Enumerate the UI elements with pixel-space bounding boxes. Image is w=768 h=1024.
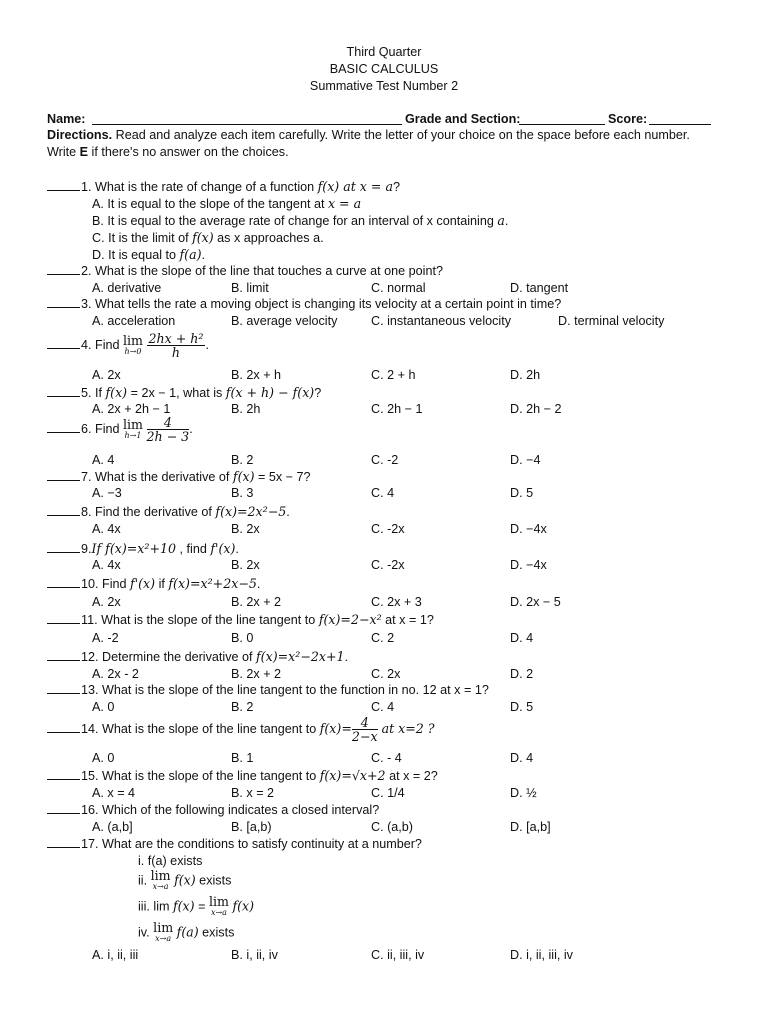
question-15 [47, 768, 438, 783]
answer-blank-5[interactable] [47, 386, 80, 397]
condition-text: = [194, 899, 209, 914]
question-math: f(x)=2−x² [318, 612, 382, 627]
question-end: . [286, 505, 290, 519]
limit-subscript: x→a [210, 908, 227, 917]
q9-choice-a: A. 4x [92, 558, 121, 572]
condition-label: iii. lim [138, 899, 173, 914]
choice-text: D. It is equal to [92, 248, 180, 262]
q5-choice-a: A. 2x + 2h − 1 [92, 402, 171, 416]
header-line-2: BASIC CALCULUS [329, 62, 439, 76]
condition-text: exists [198, 925, 235, 940]
q3-choice-b: B. average velocity [231, 314, 338, 328]
question-text: 6. Find [81, 421, 123, 436]
q14-choice-a: A. 0 [92, 751, 115, 765]
choice-math: x = a [327, 196, 362, 211]
q15-choice-c: C. 1/4 [371, 786, 405, 800]
fraction [352, 716, 378, 743]
q13-choice-b: B. 2 [231, 700, 254, 714]
question-end: . [205, 337, 209, 352]
choice-text: B. It is equal to the average rate of change for an interval of x containing [92, 214, 498, 228]
fraction-denominator: 2−x [351, 729, 378, 744]
q17-condition-iv [138, 922, 234, 944]
question-10 [47, 576, 260, 591]
answer-blank-15[interactable] [47, 769, 80, 780]
answer-blank-17[interactable] [47, 837, 80, 848]
answer-blank-3[interactable] [47, 297, 80, 308]
question-text: 7. What is the derivative of [81, 470, 233, 484]
q5-choice-b: B. 2h [231, 402, 261, 416]
limit-subscript: h→1 [124, 430, 142, 440]
answer-blank-11[interactable] [47, 613, 80, 624]
q4-choice-c: C. 2 + h [371, 368, 416, 382]
q1-choice-a [92, 196, 361, 211]
limit-text: lim [150, 868, 171, 883]
q8-choice-d: D. −4x [510, 522, 547, 536]
answer-blank-13[interactable] [47, 683, 80, 694]
name-field[interactable] [92, 124, 402, 125]
question-end: ? [392, 180, 400, 194]
question-8 [47, 504, 290, 519]
question-14 [47, 716, 435, 743]
answer-blank-1[interactable] [47, 180, 80, 191]
q16-choice-b: B. [a,b) [231, 820, 272, 834]
score-field[interactable] [649, 124, 711, 125]
q17-condition-ii [138, 870, 231, 892]
question-text: 14. What is the slope of the line tangent to [81, 721, 320, 736]
question-text: 12. Determine the derivative of [81, 650, 257, 664]
question-math: f(x) at x = a [317, 179, 393, 194]
question-text: 16. Which of the following indicates a closed interval? [81, 803, 380, 817]
q1-choice-d [92, 247, 205, 262]
q8-choice-a: A. 4x [92, 522, 121, 536]
q4-choice-b: B. 2x + h [231, 368, 282, 382]
limit-expression [151, 870, 171, 892]
question-7 [47, 469, 311, 484]
fraction-numerator: 4 [147, 416, 190, 430]
condition-math: f(x) [232, 898, 255, 914]
question-2 [47, 264, 443, 278]
q11-choice-c: C. 2 [371, 631, 395, 645]
q4-choice-d: D. 2h [510, 368, 541, 382]
answer-blank-2[interactable] [47, 264, 80, 275]
limit-subscript: h→0 [124, 346, 142, 356]
fraction [147, 416, 190, 443]
limit-expression [153, 922, 173, 944]
q6-choice-d: D. −4 [510, 453, 541, 467]
q10-choice-c: C. 2x + 3 [371, 595, 422, 609]
q9-choice-d: D. −4x [510, 558, 547, 572]
limit-text: lim [208, 894, 229, 909]
q17-choice-b: B. i, ii, iv [231, 948, 278, 962]
header-line-3: Summative Test Number 2 [309, 79, 459, 93]
fraction-numerator: 4 [352, 716, 378, 730]
answer-blank-4[interactable] [47, 338, 80, 349]
q15-choice-a: A. x = 4 [92, 786, 136, 800]
q12-choice-d: D. 2 [510, 667, 534, 681]
condition-math: f(x) [174, 872, 196, 888]
question-text: 4. Find [81, 337, 123, 352]
question-text: 9. [81, 542, 92, 556]
answer-blank-7[interactable] [47, 470, 80, 481]
choice-end: . [201, 248, 205, 262]
question-11 [47, 612, 434, 627]
choice-text: A. It is equal to the slope of the tangent at [92, 197, 328, 211]
question-math: f'(x) [210, 541, 236, 556]
question-end: . [344, 650, 349, 664]
question-text: 8. Find the derivative of [81, 505, 216, 519]
question-end: = 5x − 7? [254, 470, 311, 484]
question-13 [47, 683, 489, 697]
question-end: at x=2 ? [377, 720, 435, 736]
directions-label: Directions. [47, 128, 113, 142]
q17-condition-i: i. f(a) exists [138, 854, 203, 868]
q16-choice-d: D. [a,b] [510, 820, 551, 834]
limit-text: lim [123, 332, 143, 348]
condition-label: iv. [138, 925, 154, 940]
choice-math: f(x) [192, 230, 214, 245]
q16-choice-c: C. (a,b) [371, 820, 413, 834]
q3-choice-d: D. terminal velocity [558, 314, 665, 328]
question-16 [47, 803, 379, 817]
choice-end: as x approaches a. [213, 231, 324, 245]
question-text: 17. What are the conditions to satisfy continuity at a number? [81, 837, 422, 851]
question-end: . [235, 542, 239, 556]
q13-choice-a: A. 0 [92, 700, 115, 714]
q8-choice-b: B. 2x [231, 522, 260, 536]
fraction-numerator: 2hx + h² [148, 331, 204, 346]
answer-blank-10[interactable] [47, 577, 80, 588]
question-math: f(x) [232, 469, 255, 484]
condition-math: f(a) [176, 924, 199, 940]
q11-choice-a: A. -2 [92, 631, 119, 645]
name-label: Name: [47, 112, 86, 126]
question-4 [47, 332, 209, 359]
limit-expression [209, 896, 229, 918]
q12-choice-c: C. 2x [371, 667, 401, 681]
q15-choice-b: B. x = 2 [231, 786, 275, 800]
question-math: f(x)=2x²−5 [215, 504, 287, 519]
question-1 [47, 179, 400, 194]
question-9 [47, 541, 239, 556]
q14-choice-b: B. 1 [231, 751, 254, 765]
fraction-denominator: 2h − 3 [146, 429, 190, 444]
q15-choice-d: D. ½ [510, 786, 537, 800]
condition-math: f(x) [172, 898, 195, 914]
q14-choice-c: C. - 4 [371, 751, 402, 765]
q3-choice-a: A. acceleration [92, 314, 176, 328]
q2-choice-b: B. limit [231, 281, 269, 295]
directions-text-2: Write [47, 145, 80, 159]
score-label: Score: [608, 112, 648, 126]
limit-subscript: x→a [155, 934, 172, 943]
question-text: 11. What is the slope of the line tangent to [81, 613, 319, 627]
directions-text: Read and analyze each item carefully. Write the letter of your choice on the space before each number. [112, 128, 690, 142]
question-end: ? [314, 386, 322, 400]
q1-choice-c [92, 230, 324, 245]
question-text: 3. What tells the rate a moving object is changing its velocity at a certain point in time? [81, 297, 562, 311]
q6-choice-c: C. -2 [371, 453, 399, 467]
question-text: 13. What is the slope of the line tangent to the function in no. 12 at x = 1? [81, 683, 489, 697]
choice-text: C. It is the limit of [92, 231, 193, 245]
question-text: if [155, 577, 169, 591]
condition-label: ii. [138, 873, 151, 888]
q17-choice-c: C. ii, iii, iv [371, 948, 425, 962]
question-3 [47, 297, 561, 311]
q2-choice-a: A. derivative [92, 281, 162, 295]
grade-section-label: Grade and Section: [405, 112, 521, 126]
q7-choice-b: B. 3 [231, 486, 254, 500]
question-math: f(x)= [319, 720, 352, 736]
question-end: at x = 2? [385, 769, 438, 783]
header-line-1: Third Quarter [346, 45, 422, 59]
q9-choice-c: C. -2x [371, 558, 405, 572]
fraction [147, 332, 206, 359]
q9-choice-b: B. 2x [231, 558, 260, 572]
q1-choice-b [92, 213, 508, 228]
question-end: . [256, 577, 261, 591]
q14-choice-d: D. 4 [510, 751, 534, 765]
q11-choice-b: B. 0 [231, 631, 254, 645]
question-text: , find [176, 542, 211, 556]
q4-choice-a: A. 2x [92, 368, 121, 382]
q12-choice-b: B. 2x + 2 [231, 667, 282, 681]
q6-choice-a: A. 4 [92, 453, 115, 467]
q13-choice-c: C. 4 [371, 700, 395, 714]
question-math: f(x) [105, 385, 128, 400]
question-17 [47, 837, 422, 851]
q17-choice-d: D. i, ii, iii, iv [510, 948, 573, 962]
q7-choice-d: D. 5 [510, 486, 534, 500]
q2-choice-d: D. tangent [510, 281, 569, 295]
q10-choice-a: A. 2x [92, 595, 121, 609]
question-math: f(x + h) − f(x) [225, 385, 315, 400]
directions-line-2 [47, 145, 289, 159]
q12-choice-a: A. 2x - 2 [92, 667, 139, 681]
question-text: 2. What is the slope of the line that touches a curve at one point? [81, 264, 443, 278]
question-text: 15. What is the slope of the line tangent to [81, 769, 320, 783]
limit-expression [123, 332, 143, 357]
answer-blank-16[interactable] [47, 803, 80, 814]
q11-choice-d: D. 4 [510, 631, 534, 645]
choice-math: f(a) [179, 247, 202, 262]
answer-blank-8[interactable] [47, 505, 80, 516]
answer-blank-6[interactable] [47, 422, 80, 433]
fraction-denominator: h [171, 345, 181, 360]
q3-choice-c: C. instantaneous velocity [371, 314, 512, 328]
choice-end: . [504, 214, 509, 228]
question-text: 10. Find [81, 577, 131, 591]
question-text: 5. If [81, 386, 106, 400]
limit-text: lim [153, 920, 174, 935]
choice-math: a [497, 213, 505, 228]
q5-choice-d: D. 2h − 2 [510, 402, 562, 416]
q16-choice-a: A. (a,b] [92, 820, 133, 834]
question-6 [47, 416, 193, 443]
limit-text: lim [123, 416, 143, 432]
question-math: f(x)=x²−2x+1 [256, 649, 345, 664]
directions-e-letter: E [79, 145, 89, 159]
q6-choice-b: B. 2 [231, 453, 254, 467]
q2-choice-c: C. normal [371, 281, 426, 295]
limit-expression [123, 416, 143, 441]
question-text: 1. What is the rate of change of a function [81, 180, 318, 194]
question-math: If f(x)=x²+10 [91, 541, 177, 556]
question-math: f(x)=√x+2 [319, 768, 386, 783]
q13-choice-d: D. 5 [510, 700, 534, 714]
q10-choice-b: B. 2x + 2 [231, 595, 282, 609]
question-end: at x = 1? [381, 613, 434, 627]
q7-choice-a: A. −3 [92, 486, 122, 500]
q10-choice-d: D. 2x − 5 [510, 595, 561, 609]
question-math: f'(x) [130, 576, 156, 591]
question-12 [47, 649, 348, 664]
limit-subscript: x→a [152, 882, 169, 891]
q17-condition-iii [138, 896, 254, 918]
answer-blank-12[interactable] [47, 650, 80, 661]
question-text: = 2x − 1, what is [127, 386, 226, 400]
question-math: f(x)=x²+2x−5 [168, 576, 257, 591]
q8-choice-c: C. -2x [371, 522, 405, 536]
q17-choice-a: A. i, ii, iii [92, 948, 139, 962]
directions-text-3: if there's no answer on the choices. [88, 145, 289, 159]
directions-line-1 [47, 128, 690, 142]
question-end: . [189, 421, 193, 436]
question-5 [47, 385, 321, 400]
condition-text: exists [195, 873, 232, 888]
answer-blank-9[interactable] [47, 542, 80, 553]
q5-choice-c: C. 2h − 1 [371, 402, 423, 416]
q7-choice-c: C. 4 [371, 486, 395, 500]
answer-blank-14[interactable] [47, 722, 80, 733]
grade-section-field[interactable] [519, 124, 605, 125]
